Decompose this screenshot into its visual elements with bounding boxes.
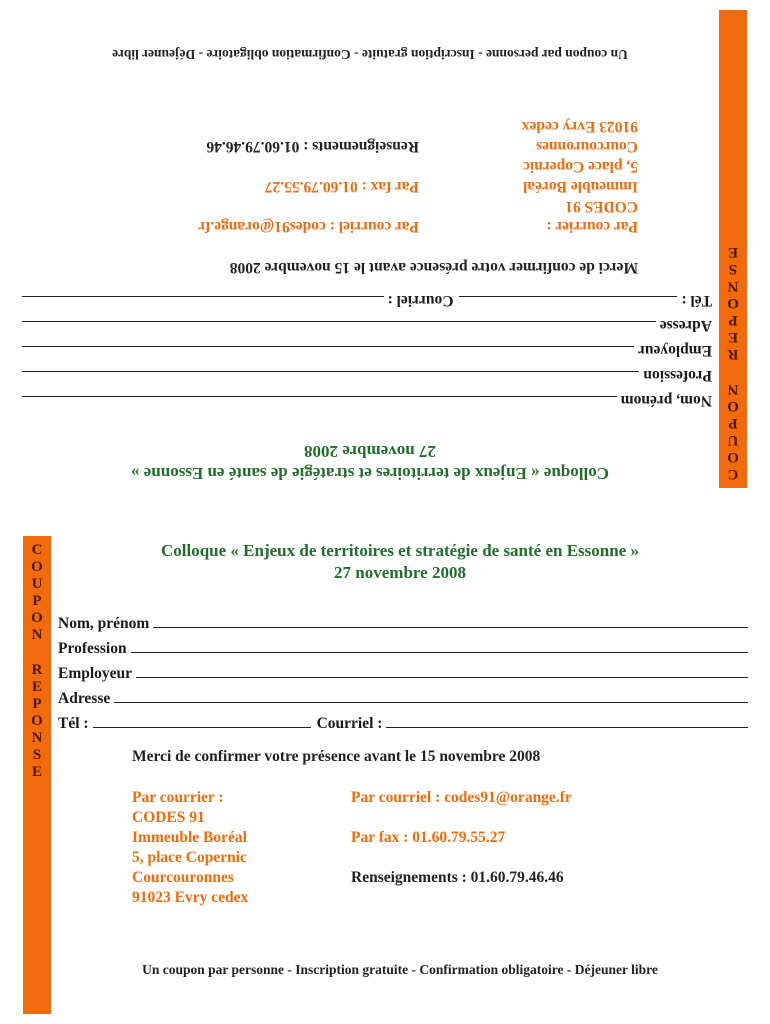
side-letter: N [727, 278, 739, 294]
side-letter: U [31, 576, 43, 592]
side-letter: U [727, 432, 739, 448]
coupon-side-bar [23, 536, 51, 1014]
employer-line[interactable] [136, 663, 748, 678]
fax-contact: Par fax : 01.60.79.55.27 [264, 178, 419, 195]
side-letter: S [32, 747, 42, 763]
info-phone: Renseignements : 01.60.79.46.46 [351, 869, 564, 886]
email-label: Courriel : [387, 292, 454, 309]
side-letters [719, 243, 747, 488]
side-letter: O [727, 449, 739, 465]
mail-line: Courcouronnes [132, 869, 234, 886]
profession-line[interactable] [131, 638, 748, 653]
address-label: Adresse [659, 317, 712, 334]
mail-address [132, 788, 248, 908]
side-letter: P [728, 312, 738, 328]
side-letter: E [728, 244, 739, 260]
mail-line: 91023 Evry cedex [132, 889, 249, 906]
mail-line: Courcouronnes [536, 138, 638, 155]
email-contact: Par courriel : codes91@orange.fr [198, 218, 419, 235]
side-letter: C [31, 542, 43, 558]
registration-form [58, 608, 748, 733]
employer-line[interactable] [22, 346, 634, 361]
footer-note: Un coupon par personne - Inscription gratuite - Confirmation obligatoire - Déjeuner libre [142, 962, 658, 977]
profession-line[interactable] [22, 371, 639, 386]
side-letter: P [32, 696, 42, 712]
colloquium-title [60, 440, 680, 484]
name-line[interactable] [22, 396, 617, 411]
side-letter: N [31, 730, 43, 746]
mail-heading: Par courrier : [132, 789, 224, 806]
email-line[interactable] [386, 713, 748, 728]
side-letter: E [728, 329, 739, 345]
address-line[interactable] [114, 688, 748, 703]
confirm-text: Merci de confirmer votre présence avant le 15 novembre 2008 [132, 748, 541, 765]
side-letter: O [31, 713, 43, 729]
title-date: 27 novembre 2008 [304, 442, 436, 461]
phone-line[interactable] [93, 713, 311, 728]
profession-label: Profession [58, 640, 127, 657]
side-letter: O [727, 398, 739, 414]
info-phone: Renseignements : 01.60.79.46.46 [206, 138, 419, 155]
side-letter: O [31, 559, 43, 575]
footer-note: Un coupon par personne - Inscription gratuite - Confirmation obligatoire - Déjeuner libre [112, 47, 628, 62]
mail-line: 5, place Copernic [132, 849, 247, 866]
side-letter: O [31, 610, 43, 626]
mail-line: CODES 91 [132, 809, 205, 826]
employer-label: Employeur [58, 665, 133, 682]
side-letter: E [31, 764, 42, 780]
name-label: Nom, prénom [58, 615, 150, 632]
email-label: Courriel : [316, 715, 383, 732]
email-contact: Par courriel : codes91@orange.fr [351, 789, 572, 806]
side-letter: N [31, 627, 43, 643]
side-letter: R [31, 662, 43, 678]
phone-label: Tél : [681, 292, 712, 309]
mail-line: 91023 Evry cedex [521, 118, 638, 135]
side-letter: C [727, 466, 739, 482]
fax-contact: Par fax : 01.60.79.55.27 [351, 829, 506, 846]
side-letter: O [727, 295, 739, 311]
phone-line[interactable] [459, 296, 677, 311]
coupon-side-bar [719, 10, 747, 488]
profession-label: Profession [643, 367, 712, 384]
address-label: Adresse [58, 690, 111, 707]
phone-label: Tél : [58, 715, 89, 732]
title-line: Colloque « Enjeux de territoires et stratégie de santé en Essonne » [131, 464, 609, 483]
mail-line: Immeuble Boréal [523, 178, 638, 195]
side-letter: P [728, 415, 738, 431]
coupon-upright [0, 512, 770, 1024]
title-date: 27 novembre 2008 [334, 563, 466, 582]
mail-line: CODES 91 [565, 198, 638, 215]
registration-form [22, 291, 712, 416]
side-letter: P [32, 593, 42, 609]
email-line[interactable] [22, 296, 384, 311]
title-line: Colloque « Enjeux de territoires et stratégie de santé en Essonne » [161, 541, 639, 560]
mail-line: Immeuble Boréal [132, 829, 247, 846]
address-line[interactable] [22, 321, 656, 336]
name-line[interactable] [153, 613, 748, 628]
side-letter: S [728, 261, 738, 277]
side-letter: N [727, 381, 739, 397]
colloquium-title [90, 540, 710, 584]
name-label: Nom, prénom [620, 392, 712, 409]
mail-line: 5, place Copernic [523, 158, 638, 175]
mail-address [522, 116, 638, 236]
side-letter: E [31, 679, 42, 695]
employer-label: Employeur [637, 342, 712, 359]
side-letter: R [727, 346, 739, 362]
side-letters [23, 536, 51, 781]
confirm-text: Merci de confirmer votre présence avant le 15 novembre 2008 [229, 259, 638, 276]
mail-heading: Par courrier : [546, 218, 638, 235]
